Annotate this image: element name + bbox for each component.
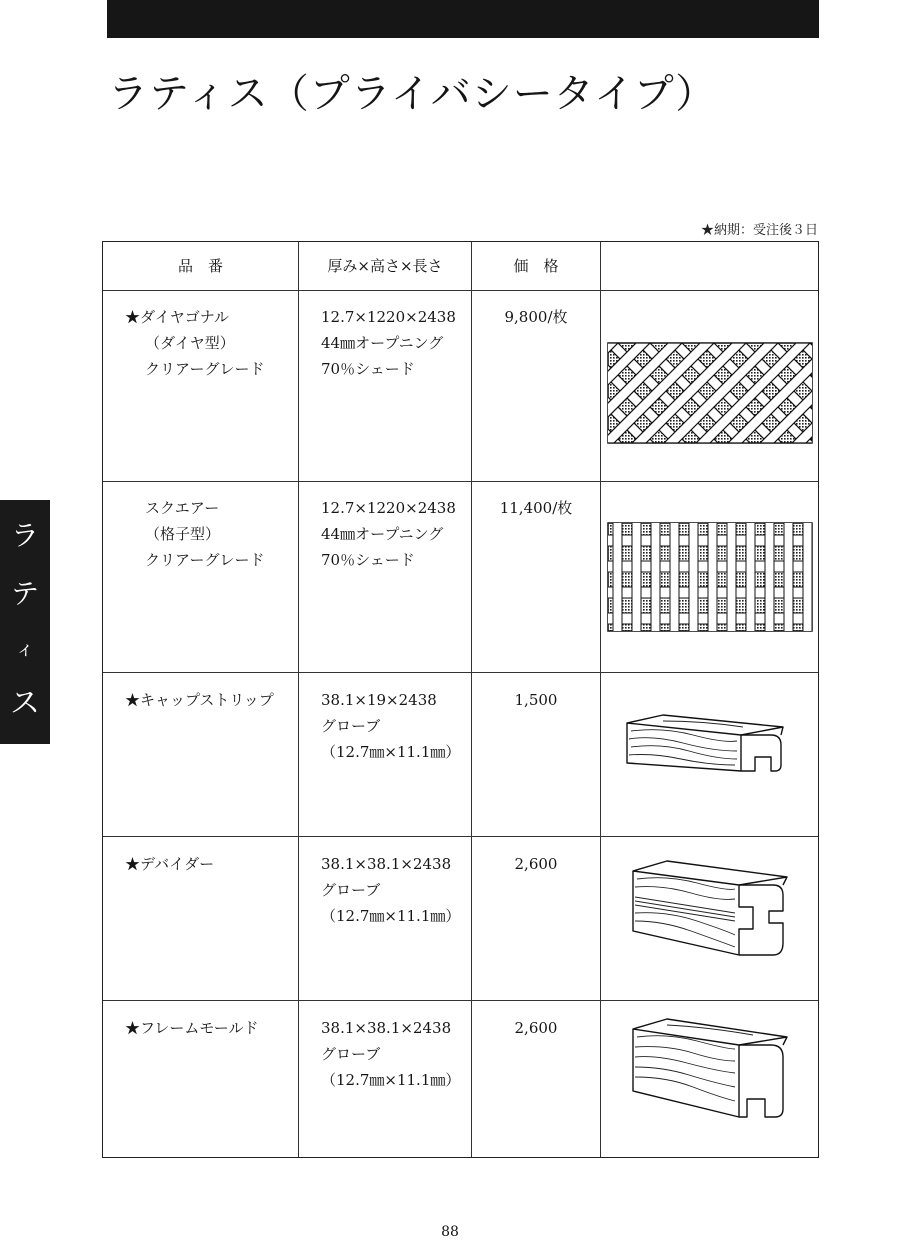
product-dimensions: 38.1×38.1×2438 グローブ （12.7㎜×11.1㎜） <box>321 855 461 925</box>
product-price: 11,400/枚 <box>499 499 573 517</box>
price-table <box>102 241 819 1158</box>
table-row <box>103 673 818 836</box>
cap-strip-molding-icon <box>623 713 813 793</box>
header-dimensions: 厚み×高さ×長さ <box>327 257 443 275</box>
square-lattice-icon <box>607 522 813 632</box>
side-tab-char: ィ <box>15 638 35 660</box>
product-dimensions: 38.1×38.1×2438 グローブ （12.7㎜×11.1㎜） <box>321 1019 461 1089</box>
product-name: ★デバイダー <box>125 855 215 873</box>
product-name: スクエアー （格子型） クリアーグレード <box>145 499 265 569</box>
product-dimensions: 12.7×1220×2438 44㎜オープニング 70％シェード <box>321 499 456 569</box>
product-price: 2,600 <box>514 1019 558 1037</box>
divider-molding-icon <box>627 857 813 967</box>
page-title: ラティス（プライバシータイプ） <box>108 71 717 117</box>
product-price: 2,600 <box>514 855 558 873</box>
frame-molding-icon <box>627 1017 813 1127</box>
top-black-band <box>107 0 819 38</box>
product-name: ★フレームモールド <box>125 1019 259 1037</box>
table-row <box>103 482 818 672</box>
table-row <box>103 291 818 481</box>
product-name: ★キャップストリップ <box>125 691 274 709</box>
delivery-note: ★納期：受注後３日 <box>700 223 818 238</box>
product-price: 1,500 <box>514 691 558 709</box>
side-tab-char: テ <box>10 577 39 610</box>
header-product: 品 番 <box>177 257 223 275</box>
diagonal-lattice-icon <box>607 342 813 444</box>
page-number: 88 <box>441 1224 459 1240</box>
product-dimensions: 38.1×19×2438 グローブ （12.7㎜×11.1㎜） <box>321 691 461 761</box>
product-dimensions: 12.7×1220×2438 44㎜オープニング 70％シェード <box>321 308 456 378</box>
side-tab-char: ス <box>10 686 40 721</box>
header-price: 価 格 <box>513 257 559 275</box>
table-row <box>103 837 818 1000</box>
product-name: ★ダイヤゴナル （ダイヤ型） クリアーグレード <box>125 308 265 378</box>
side-index-tab <box>0 500 50 744</box>
table-row <box>103 1001 818 1157</box>
side-tab-char: ラ <box>10 519 39 552</box>
product-price: 9,800/枚 <box>504 308 568 326</box>
